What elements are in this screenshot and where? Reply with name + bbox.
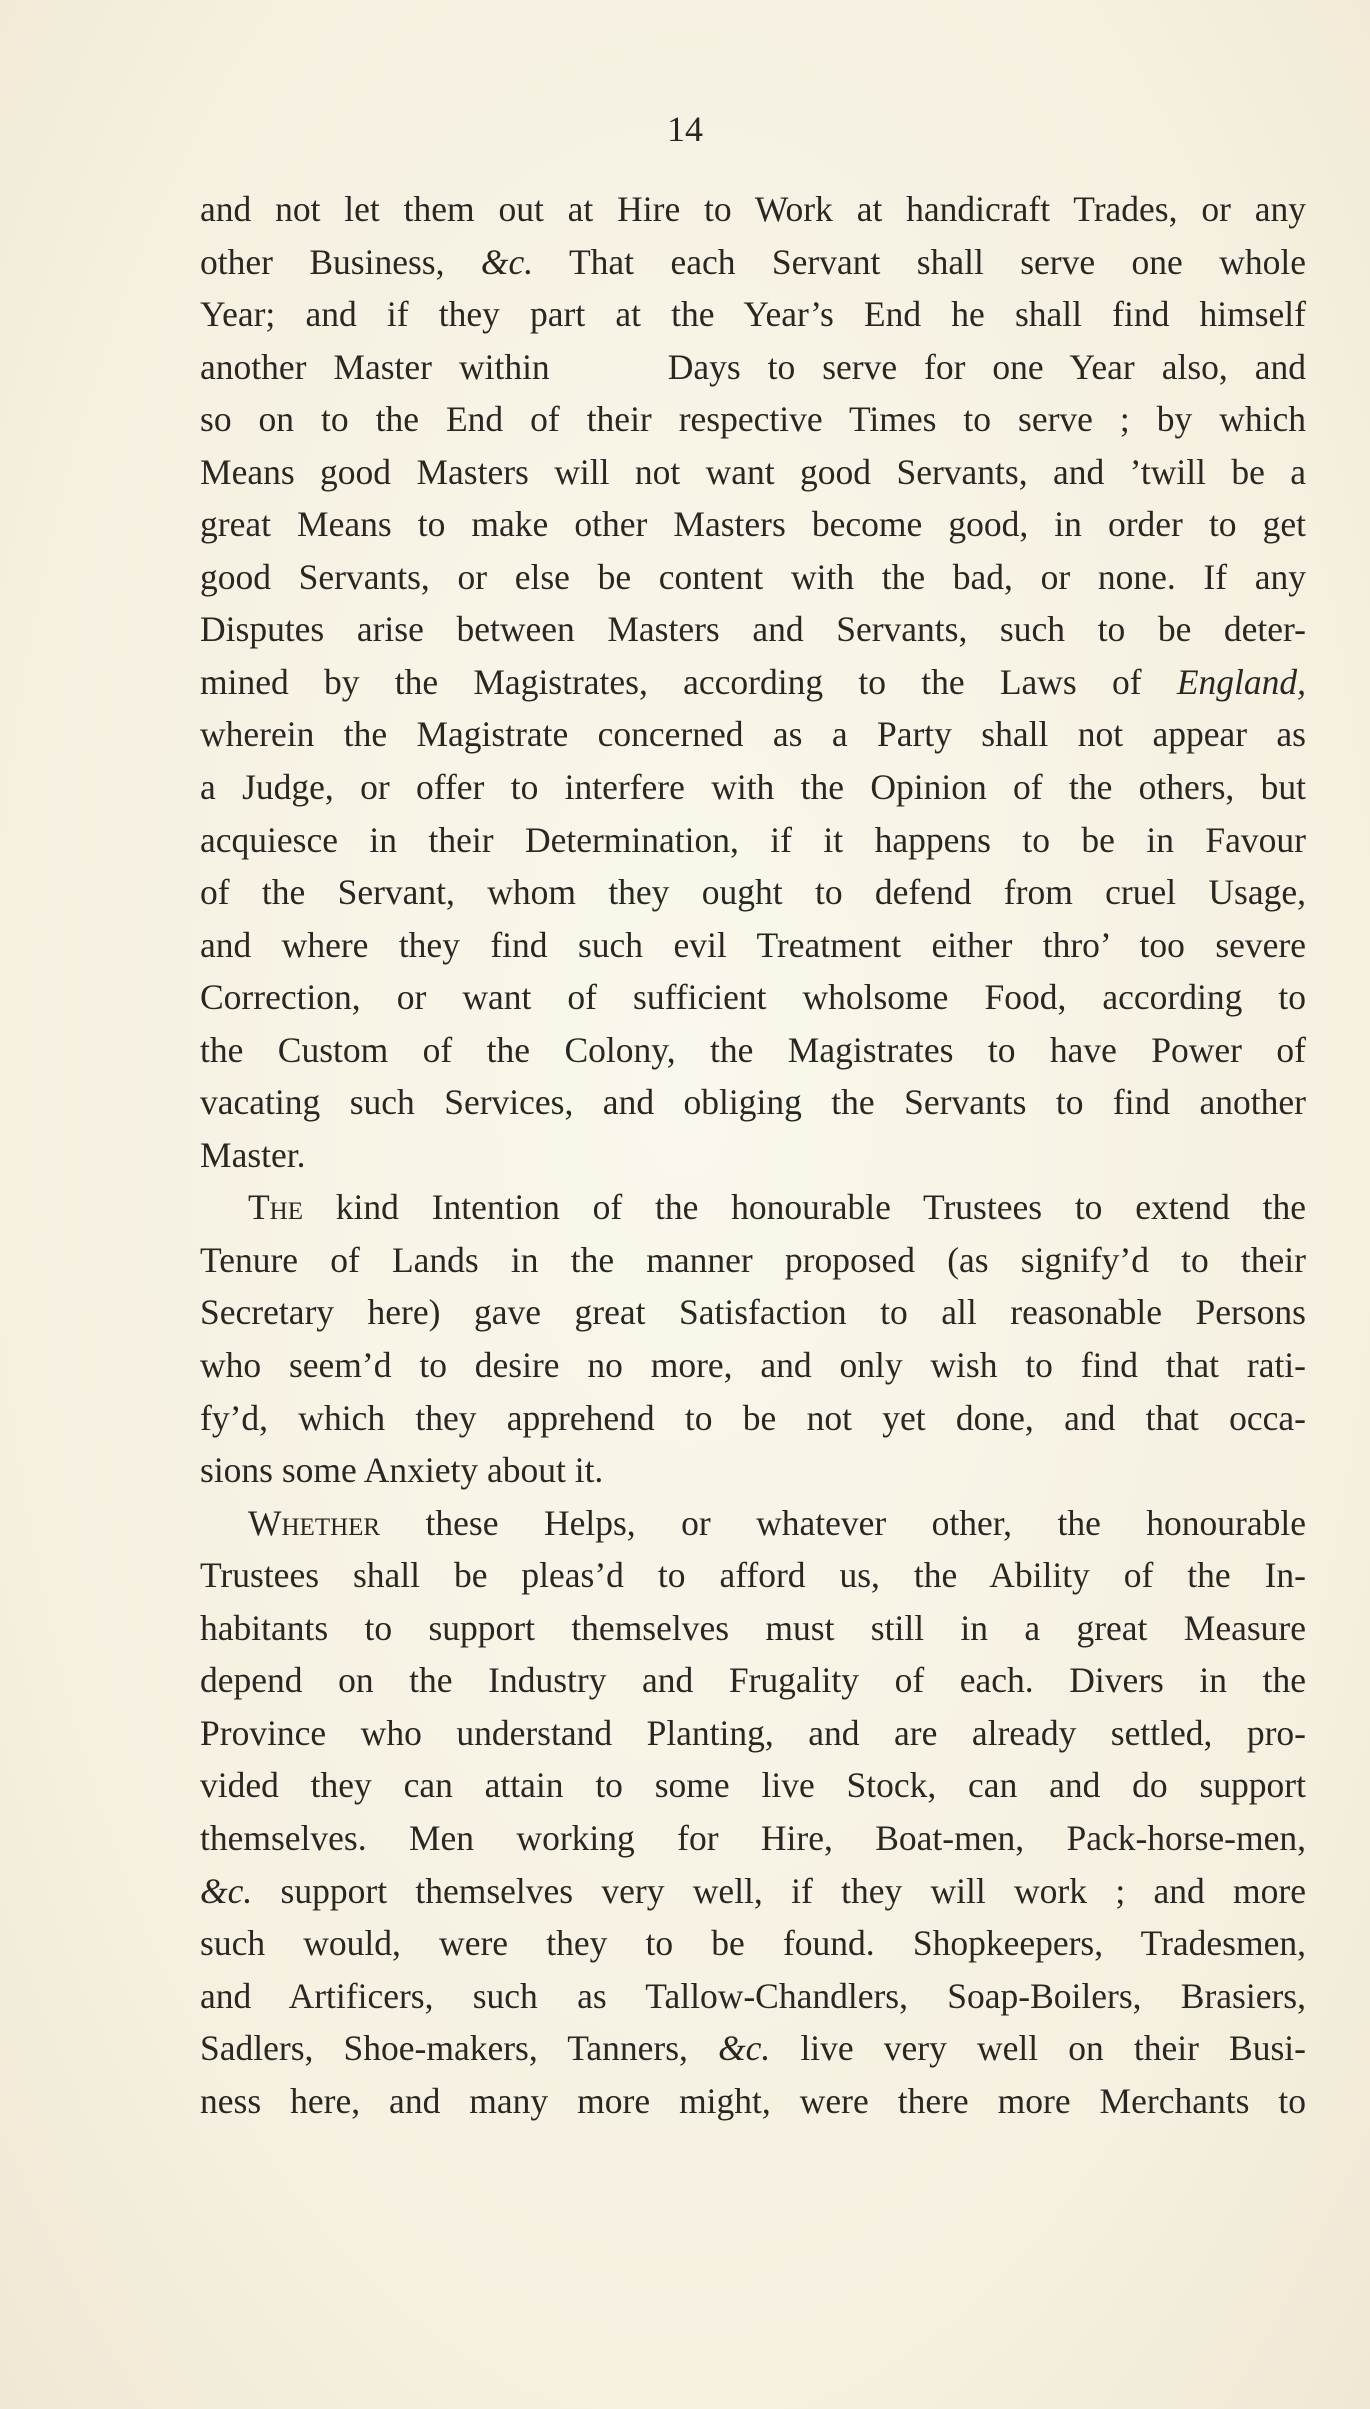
text-line (200, 1917, 1306, 1970)
text-line (200, 708, 1306, 761)
text-line (200, 1181, 1306, 1234)
text-line (200, 1392, 1306, 1445)
text-line (200, 1444, 1306, 1497)
line-text: Correction, or want of sufficient wholsome Food, according to (200, 977, 1306, 1018)
line-text: live very well on their Busi- (770, 2028, 1306, 2069)
line-text: vacating such Services, and obliging the Servants to find another (200, 1082, 1306, 1123)
text-line (200, 393, 1306, 446)
text-line (200, 1129, 1306, 1182)
line-text: who seem’d to desire no more, and only wish to find that rati- (200, 1345, 1306, 1386)
text-line (200, 1707, 1306, 1760)
line-text: themselves. Men working for Hire, Boat-men, Pack-horse-men, (200, 1817, 1306, 1858)
italic-text: &c. (200, 1870, 253, 1911)
page-number: 14 (667, 109, 703, 149)
text-line (200, 656, 1306, 709)
text-line (200, 761, 1306, 814)
line-text: vided they can attain to some live Stock, can and do support (200, 1765, 1306, 1806)
line-text: Province who understand Planting, and are already settled, pro- (200, 1712, 1306, 1753)
text-line (200, 236, 1306, 289)
line-text: Disputes arise between Masters and Servants, such to be deter- (200, 609, 1306, 650)
line-text: and where they find such evil Treatment either thro’ too severe (200, 924, 1306, 965)
line-text: Secretary here) gave great Satisfaction to all reasonable Persons (200, 1292, 1306, 1333)
italic-text: &c. (480, 241, 534, 282)
line-text: acquiesce in their Determination, if it happens to be in Favour (200, 819, 1306, 860)
text-line (200, 1076, 1306, 1129)
line-text: depend on the Industry and Frugality of each. Divers in the (200, 1660, 1306, 1701)
small-caps-lead: Whether (248, 1502, 381, 1543)
line-text: and Artificers, such as Tallow-Chandlers, Soap-Boilers, Brasiers, (200, 1975, 1306, 2016)
line-text: mined by the Magistrates, according to the Laws of (200, 661, 1177, 702)
text-line (200, 1024, 1306, 1077)
text-line (200, 1759, 1306, 1812)
line-text: such would, were they to be found. Shopkeepers, Tradesmen, (200, 1923, 1306, 1964)
line-text: good Servants, or else be content with the bad, or none. If any (200, 556, 1306, 597)
text-line (200, 919, 1306, 972)
line-text: the Custom of the Colony, the Magistrates to have Power of (200, 1029, 1306, 1070)
text-line (200, 498, 1306, 551)
italic-text: England, (1176, 661, 1306, 702)
line-text: and not let them out at Hire to Work at handicraft Trades, or any (200, 189, 1306, 229)
text-line (200, 866, 1306, 919)
text-line (200, 551, 1306, 604)
text-line (200, 288, 1306, 341)
text-line (200, 1654, 1306, 1707)
line-text: fy’d, which they apprehend to be not yet done, and that occa- (200, 1397, 1306, 1438)
line-text: Means good Masters will not want good Servants, and ’twill be a (200, 451, 1306, 492)
text-line (200, 1602, 1306, 1655)
line-text: Days to serve for one Year also, and (667, 346, 1306, 387)
line-text: Year; and if they part at the Year’s End he shall find himself (200, 294, 1306, 335)
line-text: That each Servant shall serve one whole (533, 241, 1306, 282)
text-line (200, 1497, 1306, 1550)
text-line (200, 1234, 1306, 1287)
line-text: support themselves very well, if they will work ; and more (252, 1870, 1306, 1911)
line-text: kind Intention of the honourable Trustees to extend the (303, 1187, 1306, 1228)
text-line (200, 446, 1306, 499)
line-text: another Master within (200, 346, 550, 387)
line-text: Master. (200, 1134, 306, 1175)
text-line (200, 814, 1306, 867)
text-line (200, 971, 1306, 1024)
line-text: Tenure of Lands in the manner proposed (as signify’d to their (200, 1239, 1306, 1280)
text-line (200, 1970, 1306, 2023)
line-text: sions some Anxiety about it. (200, 1450, 604, 1491)
text-line (200, 1339, 1306, 1392)
text-line (200, 1286, 1306, 1339)
text-line (200, 2022, 1306, 2075)
text-line (200, 1865, 1306, 1918)
text-line (200, 1549, 1306, 1602)
line-text: great Means to make other Masters become good, in order to get (200, 504, 1306, 545)
text-line (200, 1812, 1306, 1865)
line-text: so on to the End of their respective Times to serve ; by which (200, 399, 1306, 440)
italic-text: &c. (718, 2028, 771, 2069)
line-text: other Business, (200, 241, 481, 282)
text-line (200, 603, 1306, 656)
body-text (200, 183, 1306, 2127)
line-text: Sadlers, Shoe-makers, Tanners, (200, 2028, 719, 2069)
line-text: a Judge, or offer to interfere with the Opinion of the others, but (200, 767, 1306, 808)
line-text: wherein the Magistrate concerned as a Party shall not appear as (200, 714, 1306, 755)
line-text: ness here, and many more might, were there more Merchants to (200, 2080, 1306, 2121)
line-text: of the Servant, whom they ought to defend from cruel Usage, (200, 872, 1306, 913)
line-text: Trustees shall be pleas’d to afford us, the Ability of the In- (200, 1555, 1306, 1596)
line-text: these Helps, or whatever other, the honourable (380, 1502, 1306, 1543)
text-line (200, 183, 1306, 236)
text-line (200, 341, 1306, 394)
small-caps-lead: The (248, 1187, 304, 1228)
text-line (200, 2075, 1306, 2128)
line-text: habitants to support themselves must still in a great Measure (200, 1607, 1306, 1648)
